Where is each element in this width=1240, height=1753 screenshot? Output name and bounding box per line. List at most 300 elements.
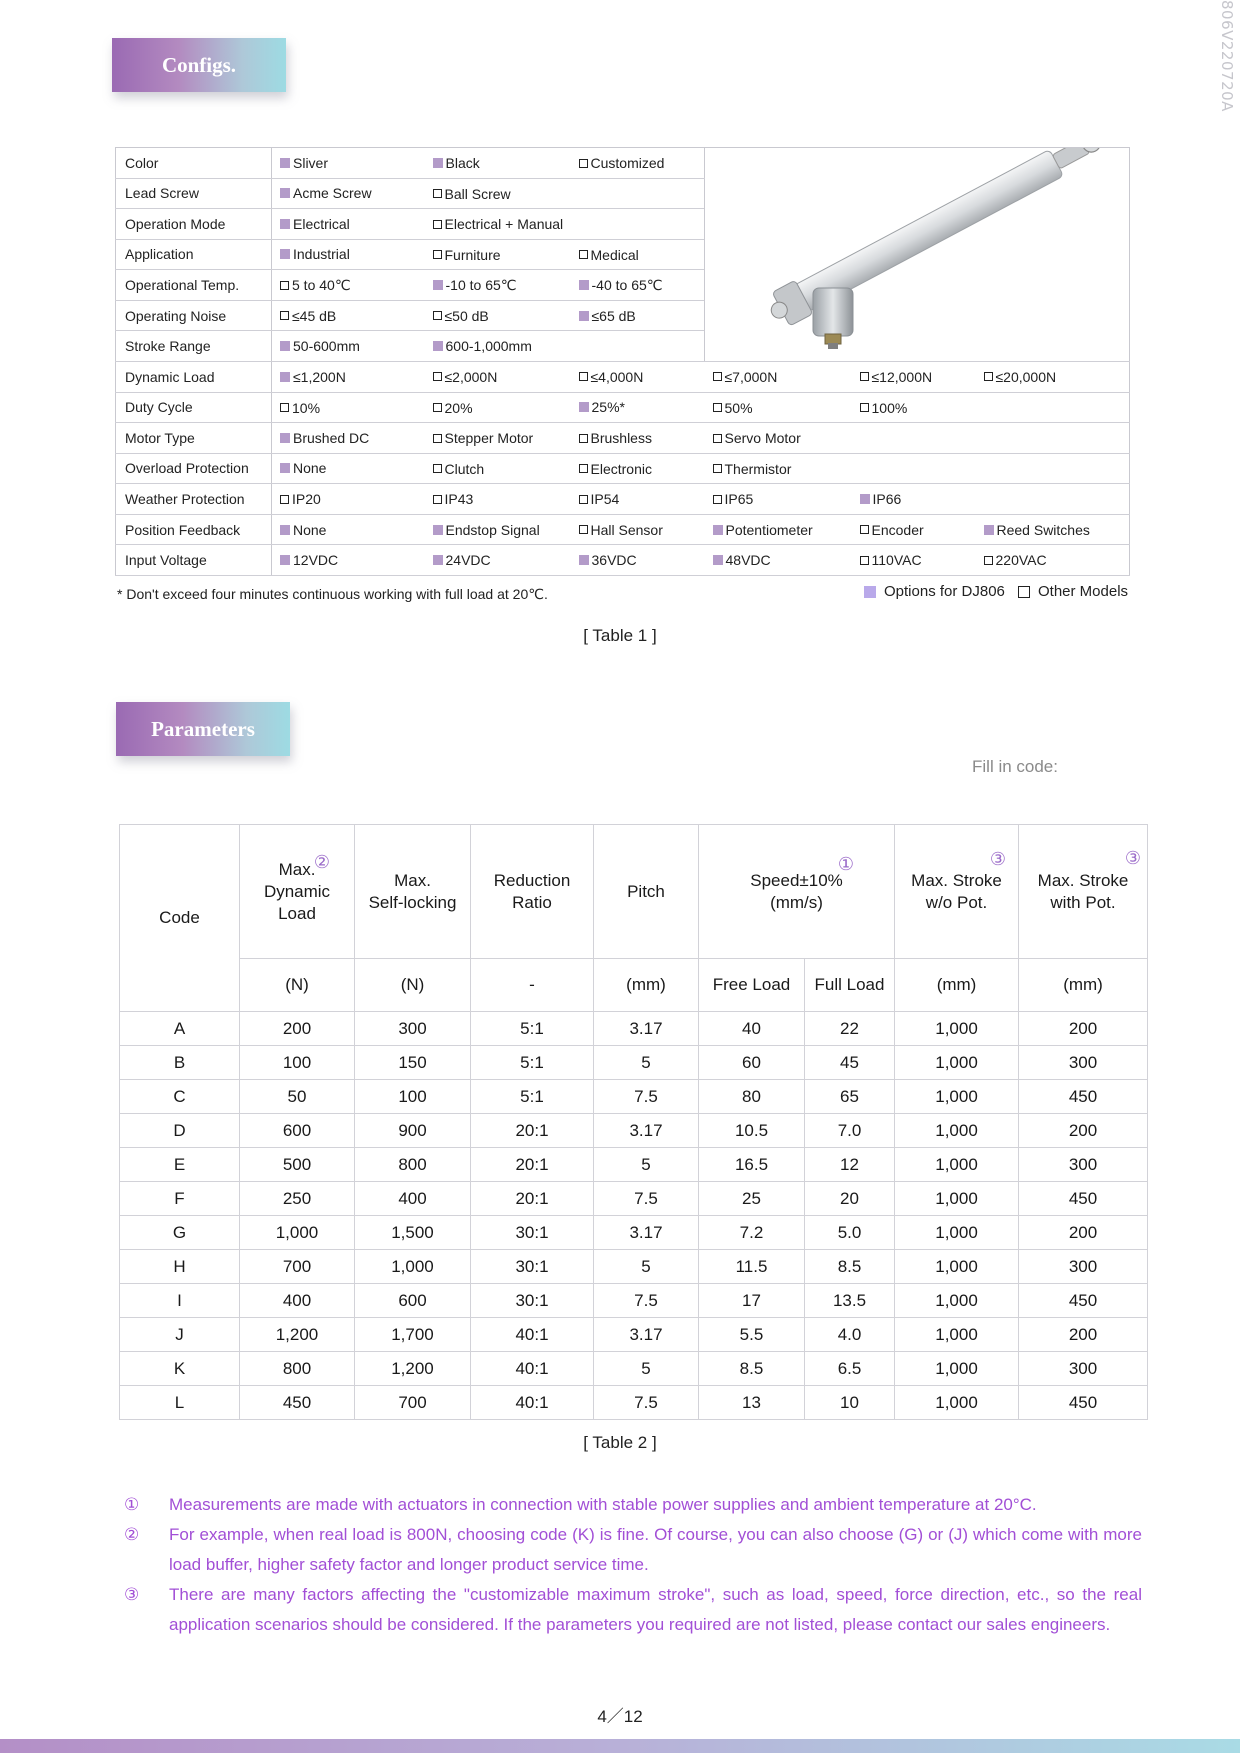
config-option [705, 392, 852, 423]
config-empty-cell [976, 453, 1130, 484]
code-cell: D [120, 1114, 240, 1148]
table-cell: 17 [699, 1284, 805, 1318]
config-option [852, 392, 976, 423]
config-option-label: -40 to 65℃ [591, 276, 663, 293]
table-cell: 13.5 [805, 1284, 895, 1318]
table-cell: 100 [355, 1080, 471, 1114]
table-cell: 5 [594, 1352, 699, 1386]
header-speed [699, 825, 895, 959]
config-option-label: IP66 [872, 490, 902, 507]
filled-square-icon [579, 555, 589, 565]
note-text: For example, when real load is 800N, choosing code (K) is fine. Of course, you can also choose (G) or (J) which come with more load buffer, higher safety factor and longer product service time. [169, 1525, 1142, 1574]
empty-square-icon [984, 372, 993, 381]
page-number: 4／12 [597, 1707, 643, 1726]
config-option-item [280, 277, 351, 294]
config-empty-cell [571, 209, 705, 240]
table-row [120, 1318, 1148, 1352]
table-cell: 7.5 [594, 1182, 699, 1216]
code-cell: F [120, 1182, 240, 1216]
empty-square-icon [433, 495, 442, 504]
fill-in-code-label: Fill in code: [972, 757, 1058, 776]
table-row [120, 1386, 1148, 1420]
config-row-label: Duty Cycle [116, 392, 272, 423]
circled-3-mark: ③ [1124, 848, 1142, 868]
table-cell: 7.5 [594, 1386, 699, 1420]
table-cell: 1,000 [895, 1352, 1019, 1386]
config-option-label: Brushless [590, 430, 652, 447]
header-reduction-ratio-text: Reduction Ratio [493, 870, 571, 912]
filled-square-icon [579, 280, 589, 290]
table-cell: 1,000 [895, 1182, 1019, 1216]
config-option [272, 270, 425, 301]
table-cell: 200 [1019, 1318, 1148, 1352]
config-option-label: Thermistor [724, 460, 792, 477]
config-option [272, 148, 425, 179]
config-option-item [579, 522, 663, 538]
config-option-item [280, 552, 338, 568]
parameters-table [119, 824, 1148, 1420]
table-cell: 450 [1019, 1386, 1148, 1420]
table-row [120, 1284, 1148, 1318]
empty-square-icon [860, 372, 869, 381]
config-row-label: Overload Protection [116, 453, 272, 484]
config-option [852, 484, 976, 515]
config-option-label: Sliver [293, 154, 329, 171]
table-cell: 200 [240, 1012, 355, 1046]
filled-square-icon [280, 372, 290, 382]
config-option-item [433, 247, 501, 263]
config-option-label: 5 to 40℃ [292, 276, 351, 293]
empty-square-icon [984, 556, 993, 565]
config-option-item [433, 522, 540, 538]
empty-square-icon [860, 556, 869, 565]
config-option-label: 110VAC [871, 552, 922, 569]
config-option [976, 545, 1130, 576]
config-option-item [433, 216, 564, 232]
config-option [425, 484, 571, 515]
config-row-label: Dynamic Load [116, 361, 272, 392]
table-cell: 13 [699, 1386, 805, 1420]
config-option [425, 270, 571, 301]
config-option-label: 50% [724, 399, 753, 416]
config-option [272, 239, 425, 270]
config-option [852, 361, 976, 392]
empty-square-icon [579, 464, 588, 473]
empty-square-icon [579, 434, 588, 443]
config-option-label: Electronic [590, 460, 652, 477]
filled-square-icon [280, 433, 290, 443]
config-option-label: 12VDC [293, 552, 339, 569]
header-max-stroke-wo-pot [895, 825, 1019, 959]
table-cell: 5 [594, 1046, 699, 1080]
config-option-item [984, 369, 1057, 385]
legend-options-label: Options for DJ806 [884, 583, 1005, 600]
config-row [116, 484, 1130, 515]
config-option-item [713, 400, 753, 416]
table-cell: 700 [240, 1250, 355, 1284]
config-option-label: Black [445, 154, 480, 171]
config-option [571, 392, 705, 423]
table-cell: 3.17 [594, 1216, 699, 1250]
empty-square-icon [433, 220, 442, 229]
config-option-label: 50-600mm [293, 338, 360, 355]
filled-square-icon [433, 555, 443, 565]
config-option-item [984, 522, 1090, 538]
config-option-label: 24VDC [445, 552, 491, 569]
unit-cell: (N) [355, 959, 471, 1012]
code-cell: K [120, 1352, 240, 1386]
filled-square-icon [433, 341, 443, 351]
table-cell: 3.17 [594, 1318, 699, 1352]
header-reduction-ratio [471, 825, 594, 959]
config-option-item [579, 430, 652, 446]
note-text: Measurements are made with actuators in connection with stable power supplies and ambient temperature at 20°C. [169, 1495, 1037, 1514]
table-cell: 200 [1019, 1114, 1148, 1148]
table-cell: 1,000 [240, 1216, 355, 1250]
table-cell: 20:1 [471, 1114, 594, 1148]
empty-square-icon [860, 403, 869, 412]
table-cell: 20:1 [471, 1182, 594, 1216]
table-cell: 450 [1019, 1080, 1148, 1114]
empty-square-icon [280, 281, 289, 290]
config-empty-cell [852, 453, 976, 484]
table-cell: 300 [1019, 1148, 1148, 1182]
note-mark: ② [124, 1525, 140, 1544]
config-option-item [433, 461, 485, 477]
table-row [120, 1148, 1148, 1182]
table-cell: 10.5 [699, 1114, 805, 1148]
empty-square-icon [579, 495, 588, 504]
config-option-label: ≤2,000N [444, 368, 498, 385]
config-option-label: Industrial [293, 246, 350, 263]
note-mark: ③ [124, 1585, 140, 1604]
table-cell: 40 [699, 1012, 805, 1046]
config-option-label: -10 to 65℃ [445, 276, 517, 293]
filled-square-icon [280, 341, 290, 351]
config-option-label: 20% [444, 399, 473, 416]
config-option [852, 514, 976, 545]
config-option [425, 361, 571, 392]
config-option-label: Clutch [444, 460, 485, 477]
configs-section-banner: Configs. [112, 38, 286, 92]
empty-square-icon [579, 372, 588, 381]
filled-square-icon [864, 586, 876, 598]
header-max-stroke-wo-pot-text: Max. Stroke w/o Pot. [911, 870, 1002, 912]
config-option-item [433, 277, 517, 294]
config-option [425, 300, 571, 331]
config-option-label: Medical [590, 246, 639, 263]
bottom-gradient-bar [0, 1739, 1240, 1753]
table-cell: 5 [594, 1250, 699, 1284]
config-option-label: ≤1,200N [293, 368, 346, 385]
table-cell: 12 [805, 1148, 895, 1182]
config-empty-cell [571, 331, 705, 362]
table-cell: 30:1 [471, 1284, 594, 1318]
config-option-item [433, 308, 489, 324]
config-option-label: IP43 [444, 491, 474, 508]
config-option [425, 392, 571, 423]
table-cell: 1,000 [895, 1114, 1019, 1148]
table-cell: 6.5 [805, 1352, 895, 1386]
config-row [116, 453, 1130, 484]
header-max-dynamic-load-text: Max. Dynamic Load [263, 859, 331, 923]
config-option-label: Ball Screw [444, 185, 511, 202]
config-option-item [713, 369, 778, 385]
note-item [124, 1580, 1142, 1640]
config-option-label: Hall Sensor [590, 521, 663, 538]
table-cell: 4.0 [805, 1318, 895, 1352]
table-row [120, 1114, 1148, 1148]
config-option-item [713, 552, 771, 568]
config-option-label: ≤50 dB [444, 307, 489, 324]
config-option-item [713, 522, 813, 538]
circled-2-mark: ② [313, 852, 330, 872]
code-cell: L [120, 1386, 240, 1420]
config-row [116, 361, 1130, 392]
table-cell: 7.5 [594, 1284, 699, 1318]
table-cell: 1,200 [240, 1318, 355, 1352]
parameters-section-banner: Parameters [116, 702, 290, 756]
table-cell: 20 [805, 1182, 895, 1216]
table-cell: 300 [1019, 1250, 1148, 1284]
config-option-label: None [293, 460, 327, 477]
empty-square-icon [433, 464, 442, 473]
config-option-item [280, 338, 360, 354]
config-empty-cell [852, 423, 976, 454]
config-option [425, 423, 571, 454]
table-cell: 1,000 [895, 1080, 1019, 1114]
table-cell: 7.2 [699, 1216, 805, 1250]
filled-square-icon [280, 158, 290, 168]
config-row-label: Operating Noise [116, 300, 272, 331]
table-cell: 40:1 [471, 1318, 594, 1352]
header-max-stroke-with-pot-text: Max. Stroke with Pot. [1037, 870, 1129, 912]
config-option [705, 514, 852, 545]
config-option [705, 453, 852, 484]
empty-square-icon [433, 189, 442, 198]
header-max-dynamic-load [240, 825, 355, 959]
config-option [571, 361, 705, 392]
table-row [120, 1012, 1148, 1046]
table-cell: 1,000 [895, 1250, 1019, 1284]
circled-1-mark: ① [837, 854, 855, 874]
legend-other-label: Other Models [1038, 583, 1129, 600]
table-cell: 7.5 [594, 1080, 699, 1114]
table-cell: 5.0 [805, 1216, 895, 1250]
config-empty-cell [976, 392, 1130, 423]
table-cell: 30:1 [471, 1250, 594, 1284]
legend-other-models [1018, 583, 1128, 600]
empty-square-icon [433, 403, 442, 412]
filled-square-icon [280, 555, 290, 565]
config-option [705, 545, 852, 576]
empty-square-icon [433, 311, 442, 320]
config-option [852, 545, 976, 576]
unit-cell: (mm) [895, 959, 1019, 1012]
table-cell: 22 [805, 1012, 895, 1046]
filled-square-icon [579, 402, 589, 412]
empty-square-icon [713, 464, 722, 473]
config-option-item [280, 400, 320, 416]
config-option-label: 220VAC [995, 552, 1047, 569]
config-option-label: None [293, 521, 327, 538]
table-cell: 50 [240, 1080, 355, 1114]
config-option [705, 423, 852, 454]
config-option [425, 453, 571, 484]
config-option-label: Servo Motor [724, 430, 801, 447]
empty-square-icon [579, 250, 588, 259]
empty-square-icon [433, 250, 442, 259]
legend-options [864, 583, 1005, 600]
config-option-label: Brushed DC [293, 429, 370, 446]
table-cell: 7.0 [805, 1114, 895, 1148]
config-option-label: ≤20,000N [995, 368, 1057, 385]
table-cell: 1,000 [355, 1250, 471, 1284]
config-row-label: Operation Mode [116, 209, 272, 240]
config-option [425, 545, 571, 576]
config-option [571, 514, 705, 545]
config-option-label: 600-1,000mm [445, 338, 532, 355]
config-row-label: Stroke Range [116, 331, 272, 362]
table-cell: 450 [1019, 1182, 1148, 1216]
empty-square-icon [280, 311, 289, 320]
table-cell: 400 [240, 1284, 355, 1318]
table-cell: 40:1 [471, 1352, 594, 1386]
config-option [571, 239, 705, 270]
note-mark: ① [124, 1495, 140, 1514]
config-option [272, 423, 425, 454]
config-option-label: Potentiometer [725, 521, 813, 538]
table-cell: 80 [699, 1080, 805, 1114]
config-option-item [713, 491, 754, 507]
filled-square-icon [433, 158, 443, 168]
table-cell: 8.5 [699, 1352, 805, 1386]
config-option-item [280, 430, 369, 446]
header-speed-text: Speed±10% (mm/s) [750, 870, 843, 912]
table-cell: 800 [240, 1352, 355, 1386]
config-option [976, 514, 1130, 545]
config-option [272, 300, 425, 331]
config-option-label: Furniture [444, 246, 501, 263]
filled-square-icon [280, 525, 290, 535]
table-row [120, 1250, 1148, 1284]
table-cell: 200 [1019, 1012, 1148, 1046]
config-option-item [984, 552, 1047, 568]
table-cell: 60 [699, 1046, 805, 1080]
empty-square-icon [280, 495, 289, 504]
table-cell: 300 [1019, 1046, 1148, 1080]
table-cell: 1,200 [355, 1352, 471, 1386]
config-option-label: IP20 [292, 491, 321, 508]
config-option-label: ≤45 dB [292, 307, 337, 324]
config-option-item [579, 308, 636, 324]
code-cell: E [120, 1148, 240, 1182]
table-cell: 200 [1019, 1216, 1148, 1250]
note-item [124, 1490, 1142, 1520]
config-option-item [433, 491, 474, 507]
table-cell: 600 [240, 1114, 355, 1148]
config-option-item [433, 369, 498, 385]
config-option-label: Endstop Signal [445, 521, 540, 538]
config-option [272, 545, 425, 576]
table-cell: 400 [355, 1182, 471, 1216]
code-cell: H [120, 1250, 240, 1284]
config-option [571, 484, 705, 515]
config-row [116, 392, 1130, 423]
config-option-label: 10% [292, 399, 321, 416]
code-cell: C [120, 1080, 240, 1114]
config-option-item [433, 430, 534, 446]
config-option-item [280, 491, 321, 507]
config-option-item [433, 186, 511, 202]
note-text: There are many factors affecting the "customizable maximum stroke", such as load, speed, force direction, etc., so the real application scenarios should be considered. If the parameters you required are not listed, please contact our sales engineers. [169, 1585, 1142, 1634]
empty-square-icon [860, 525, 869, 534]
config-option-item [860, 369, 933, 385]
config-option-label: ≤7,000N [724, 368, 778, 385]
filled-square-icon [713, 525, 723, 535]
config-option-item [579, 399, 625, 415]
config-option [425, 209, 571, 240]
filled-square-icon [433, 525, 443, 535]
config-option-item [860, 552, 922, 568]
config-option [705, 484, 852, 515]
table-cell: 900 [355, 1114, 471, 1148]
unit-cell: (mm) [594, 959, 699, 1012]
unit-cell-free-load: Free Load [699, 959, 805, 1012]
table-cell: 5:1 [471, 1080, 594, 1114]
config-row-label: Lead Screw [116, 178, 272, 209]
config-option-label: IP54 [590, 491, 620, 508]
config-option-item [579, 552, 637, 568]
config-option [272, 392, 425, 423]
document-code: 806V220720A [1218, 0, 1236, 112]
empty-square-icon [713, 434, 722, 443]
empty-square-icon [579, 525, 588, 534]
config-row [116, 148, 1130, 179]
config-row-label: Color [116, 148, 272, 179]
unit-cell: - [471, 959, 594, 1012]
config-option-item [579, 247, 639, 263]
config-option-item [280, 308, 336, 324]
table-row [120, 1046, 1148, 1080]
table2-caption: [ Table 2 ] [583, 1433, 657, 1452]
config-option-label: Reed Switches [996, 521, 1090, 538]
config-option-item [860, 400, 908, 416]
header-code: Code [120, 825, 240, 1012]
config-option-label: ≤4,000N [590, 368, 644, 385]
code-cell: B [120, 1046, 240, 1080]
filled-square-icon [860, 494, 870, 504]
config-footnote: * Don't exceed four minutes continuous working with full load at 20℃. [117, 586, 548, 602]
table-cell: 1,000 [895, 1012, 1019, 1046]
empty-square-icon [433, 434, 442, 443]
table-cell: 5.5 [699, 1318, 805, 1352]
config-option-label: ≤65 dB [591, 307, 636, 324]
config-option [705, 361, 852, 392]
config-empty-cell [571, 178, 705, 209]
config-option-item [433, 338, 532, 354]
header-pitch: Pitch [594, 825, 699, 959]
note-item [124, 1520, 1142, 1580]
table-cell: 1,000 [895, 1386, 1019, 1420]
header-max-self-locking-text: Max. Self-locking [368, 870, 457, 912]
empty-square-icon [713, 403, 722, 412]
config-option-label: ≤12,000N [871, 368, 933, 385]
table-cell: 40:1 [471, 1386, 594, 1420]
config-row [116, 514, 1130, 545]
table-cell: 5:1 [471, 1046, 594, 1080]
config-option-item [280, 155, 328, 171]
